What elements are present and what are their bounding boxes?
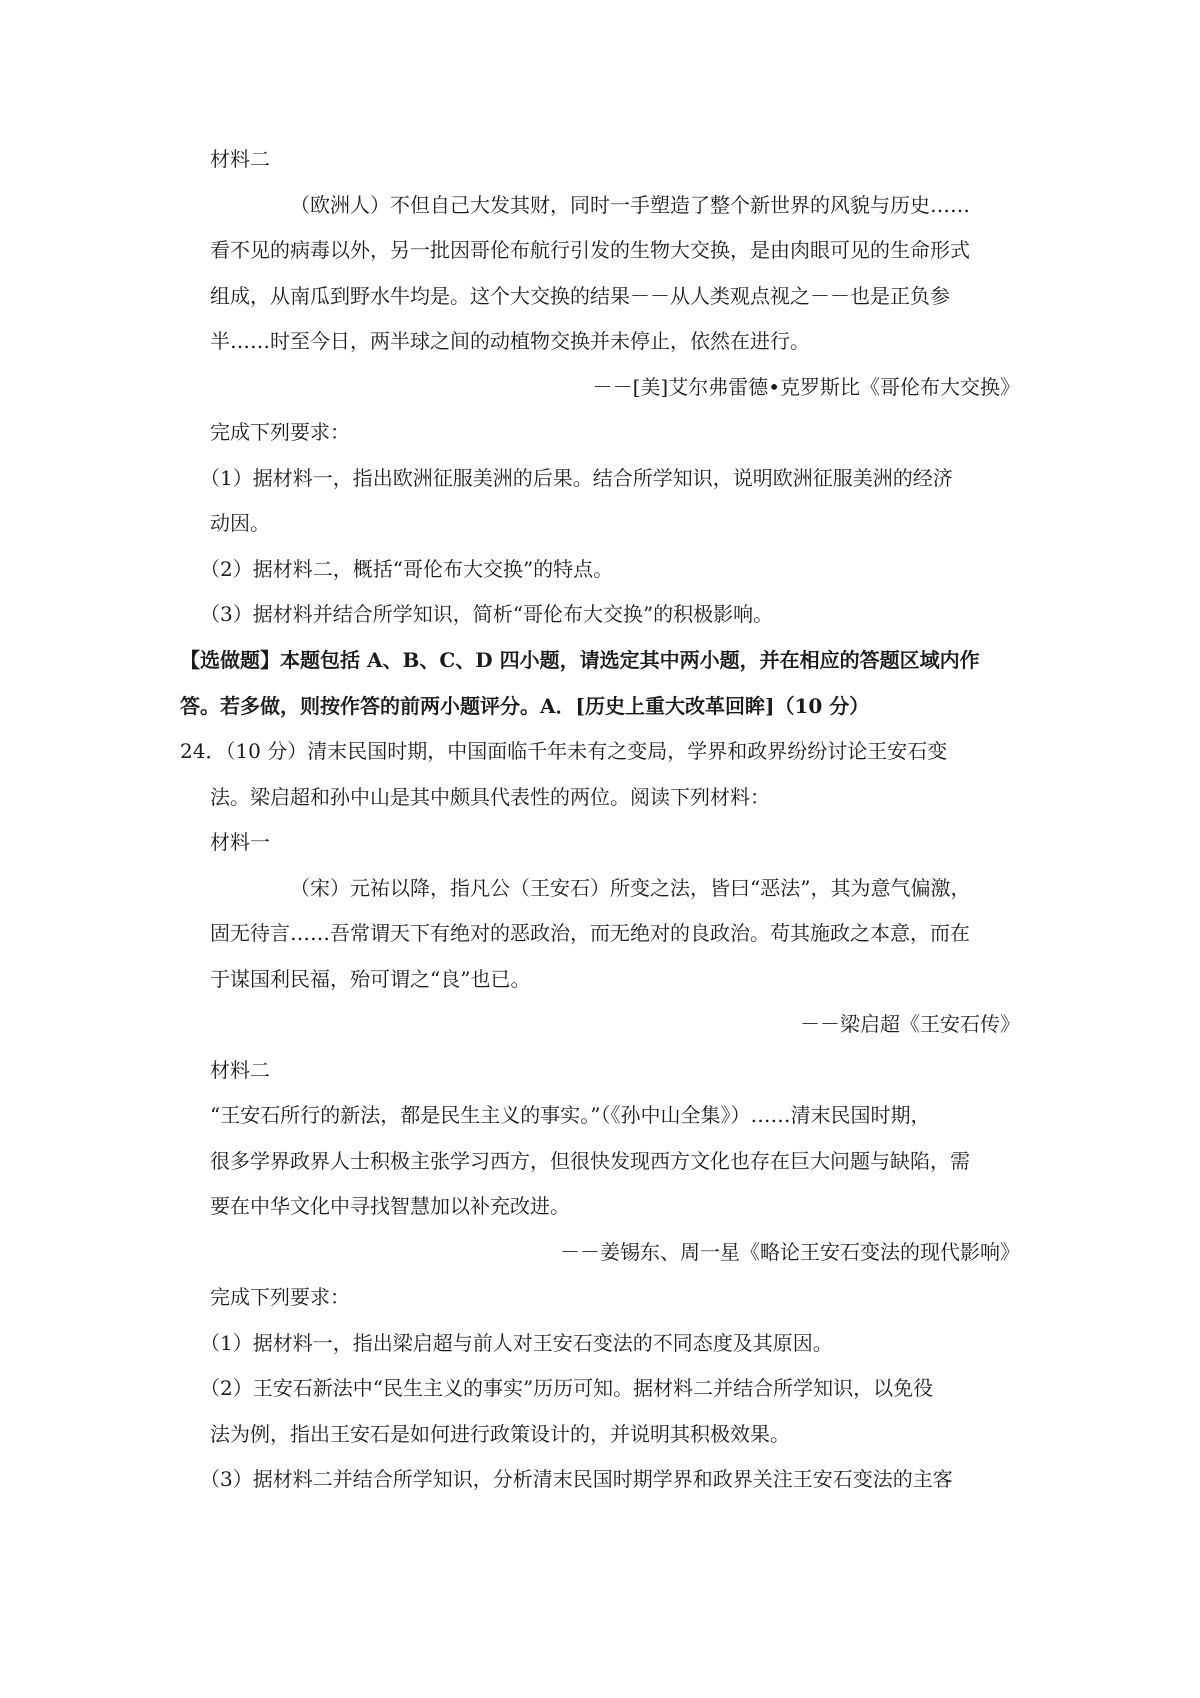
- material-one-line: 于谋国利民福，殆可谓之“良”也已。: [210, 967, 531, 991]
- elective-header: 【选做题】本题包括 A、B、C、D 四小题，请选定其中两小题，并在相应的答题区域内作: [180, 648, 980, 672]
- material-two-line: 要在中华文化中寻找智慧加以补充改进。: [210, 1194, 570, 1218]
- question-24-3: （3）据材料二并结合所学知识，分析清末民国时期学界和政界关注王安石变法的主客: [200, 1467, 953, 1491]
- material-two-line: 很多学界政界人士积极主张学习西方，但很快发现西方文化也存在巨大问题与缺陷，需: [210, 1149, 970, 1173]
- requirements-label: 完成下列要求：: [210, 420, 350, 444]
- question-1: （1）据材料一，指出欧洲征服美洲的后果。结合所学知识，说明欧洲征服美洲的经济: [200, 466, 953, 490]
- material-one-line: （宋）元祐以降，指凡公（王安石）所变之法，皆曰“恶法”，其为意气偏激，: [290, 876, 971, 900]
- material-two-source: －－[美]艾尔弗雷德•克罗斯比《哥伦布大交换》: [592, 375, 1020, 399]
- question-24-intro: 24．（10 分）清末民国时期，中国面临千年未有之变局，学界和政界纷纷讨论王安石变: [180, 739, 948, 763]
- material-two-line: “王安石所行的新法，都是民生主义的事实。”（《孙中山全集》）……清末民国时期，: [210, 1103, 931, 1127]
- question-24-intro-cont: 法。梁启超和孙中山是其中颇具代表性的两位。阅读下列材料：: [210, 785, 770, 809]
- material-one-source: －－梁启超《王安石传》: [800, 1012, 1020, 1036]
- material-two-line: （欧洲人）不但自己大发其财，同时一手塑造了整个新世界的风貌与历史……: [290, 193, 970, 217]
- question-24-2: （2）王安石新法中“民生主义的事实”历历可知。据材料二并结合所学知识，以免役: [200, 1376, 934, 1400]
- question-24-2-cont: 法为例，指出王安石是如何进行政策设计的，并说明其积极效果。: [210, 1422, 790, 1446]
- material-two-line: 半……时至今日，两半球之间的动植物交换并未停止，依然在进行。: [210, 329, 810, 353]
- material-one-line: 固无待言……吾常谓天下有绝对的恶政治，而无绝对的良政治。苟其施政之本意，而在: [210, 921, 970, 945]
- question-2: （2）据材料二，概括“哥伦布大交换”的特点。: [200, 557, 614, 581]
- requirements-label: 完成下列要求：: [210, 1285, 350, 1309]
- material-two-line: 看不见的病毒以外，另一批因哥伦布航行引发的生物大交换，是由肉眼可见的生命形式: [210, 238, 970, 262]
- question-24-1: （1）据材料一，指出梁启超与前人对王安石变法的不同态度及其原因。: [200, 1331, 833, 1355]
- elective-header-cont: 答。若多做，则按作答的前两小题评分。A．[历史上重大改革回眸]（10 分）: [180, 694, 870, 718]
- material-one-label: 材料一: [210, 830, 270, 854]
- material-two-source: －－姜锡东、周一星《略论王安石变法的现代影响》: [560, 1240, 1020, 1264]
- material-two-line: 组成，从南瓜到野水牛均是。这个大交换的结果－－从人类观点视之－－也是正负参: [210, 284, 950, 308]
- question-3: （3）据材料并结合所学知识，简析“哥伦布大交换”的积极影响。: [200, 602, 774, 626]
- question-1-cont: 动因。: [210, 511, 270, 535]
- material-two-label: 材料二: [210, 147, 270, 171]
- material-two-label: 材料二: [210, 1058, 270, 1082]
